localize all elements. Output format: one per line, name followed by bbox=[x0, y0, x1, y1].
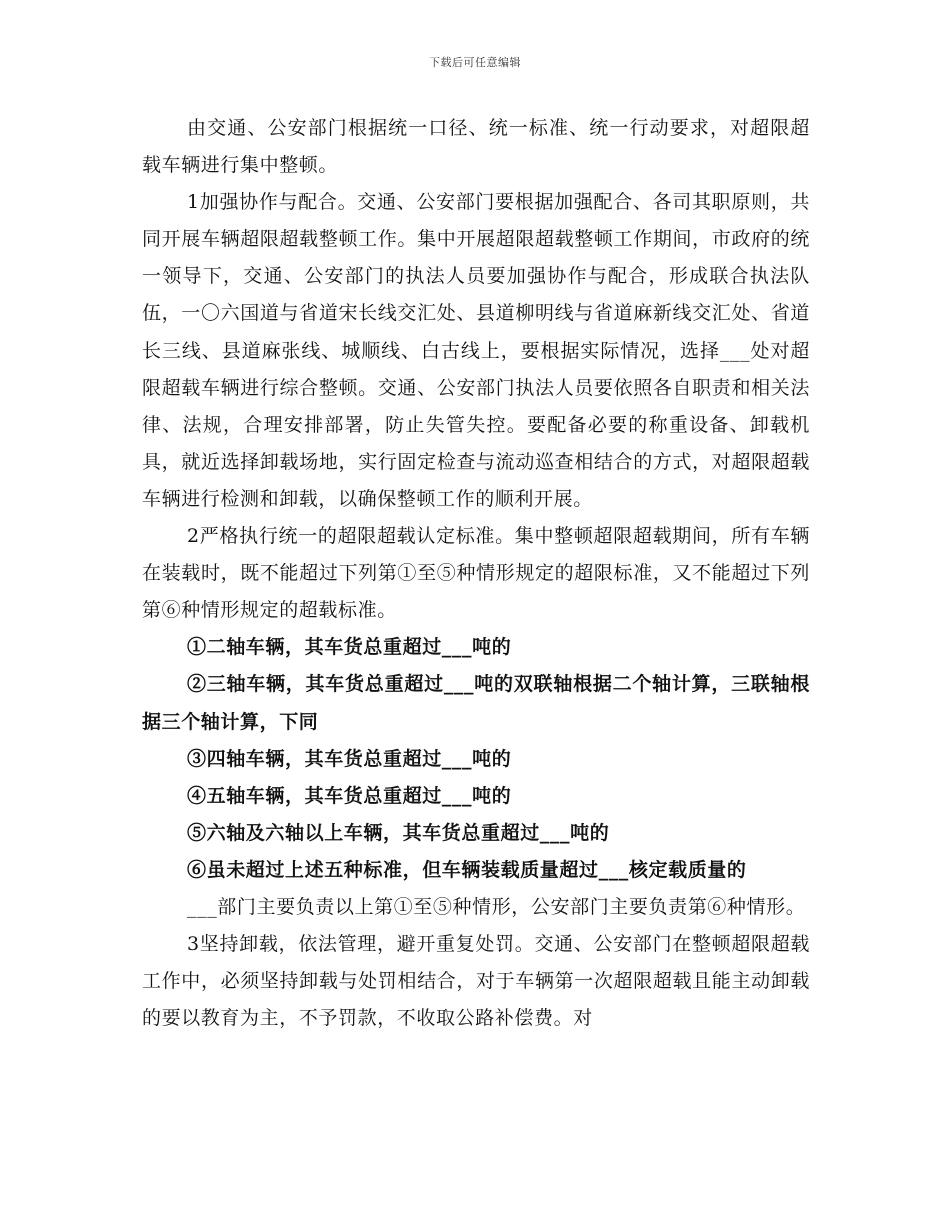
list-item-criterion-5: ⑤六轴及六轴以上车辆，其车货总重超过___吨的 bbox=[187, 821, 610, 844]
paragraph-section-1: 1加强协作与配合。交通、公安部门要根据加强配合、各司其职原则，共同开展车辆超限超载整顿工作。集中开展超限超载整顿工作期间，市政府的统一领导下，交通、公安部门的执法人员要加强协作与配合，形成联合执法队伍，一〇六国道与省道宋长线交汇处、县道柳明线与省道麻新线交汇处、省道长三线、县道麻张线、城顺线、白古线上，要根据实际情况，选择___处对超限超载车辆进行综合整顿。交通、公安部门执法人员要依照各自职责和相关法律、法规，合理安排部署，防止失管失控。要配备必要的称重设备、卸载机具，就近选择卸载场地，实行固定检查与流动巡查相结合的方式，对超限超载车辆进行检测和卸载，以确保整顿工作的顺利开展。 bbox=[142, 191, 810, 510]
list-item-criterion-4: ④五轴车辆，其车货总重超过___吨的 bbox=[187, 784, 512, 807]
paragraph-responsibility: ___部门主要负责以上第①至⑤种情形，公安部门主要负责第⑥种情形。 bbox=[187, 895, 806, 918]
paragraph-intro: 由交通、公安部门根据统一口径、统一标准、统一行动要求，对超限超载车辆进行集中整顿。 bbox=[142, 117, 810, 177]
paragraph-section-2: 2严格执行统一的超限超载认定标准。集中整顿超限超载期间，所有车辆在装载时，既不能超过下列第①至⑤种情形规定的超限标准，又不能超过下列第⑥种情形规定的超载标准。 bbox=[142, 525, 810, 622]
list-item-criterion-3: ③四轴车辆，其车货总重超过___吨的 bbox=[187, 747, 512, 770]
list-item-criterion-2: ②三轴车辆，其车货总重超过___吨的双联轴根据二个轴计算，三联轴根据三个轴计算，下同 bbox=[142, 673, 810, 733]
list-item-criterion-1: ①二轴车辆，其车货总重超过___吨的 bbox=[187, 636, 512, 659]
paragraph-section-3: 3坚持卸载，依法管理，避开重复处罚。交通、公安部门在整顿超限超载工作中，必须坚持卸载与处罚相结合，对于车辆第一次超限超载且能主动卸载的要以教育为主，不予罚款，不收取公路补偿费。对 bbox=[142, 933, 810, 1030]
list-item-criterion-6: ⑥虽未超过上述五种标准，但车辆装载质量超过___核定载质量的 bbox=[187, 858, 747, 881]
page-header-note: 下载后可任意编辑 bbox=[429, 56, 521, 69]
document-body bbox=[142, 110, 810, 1037]
